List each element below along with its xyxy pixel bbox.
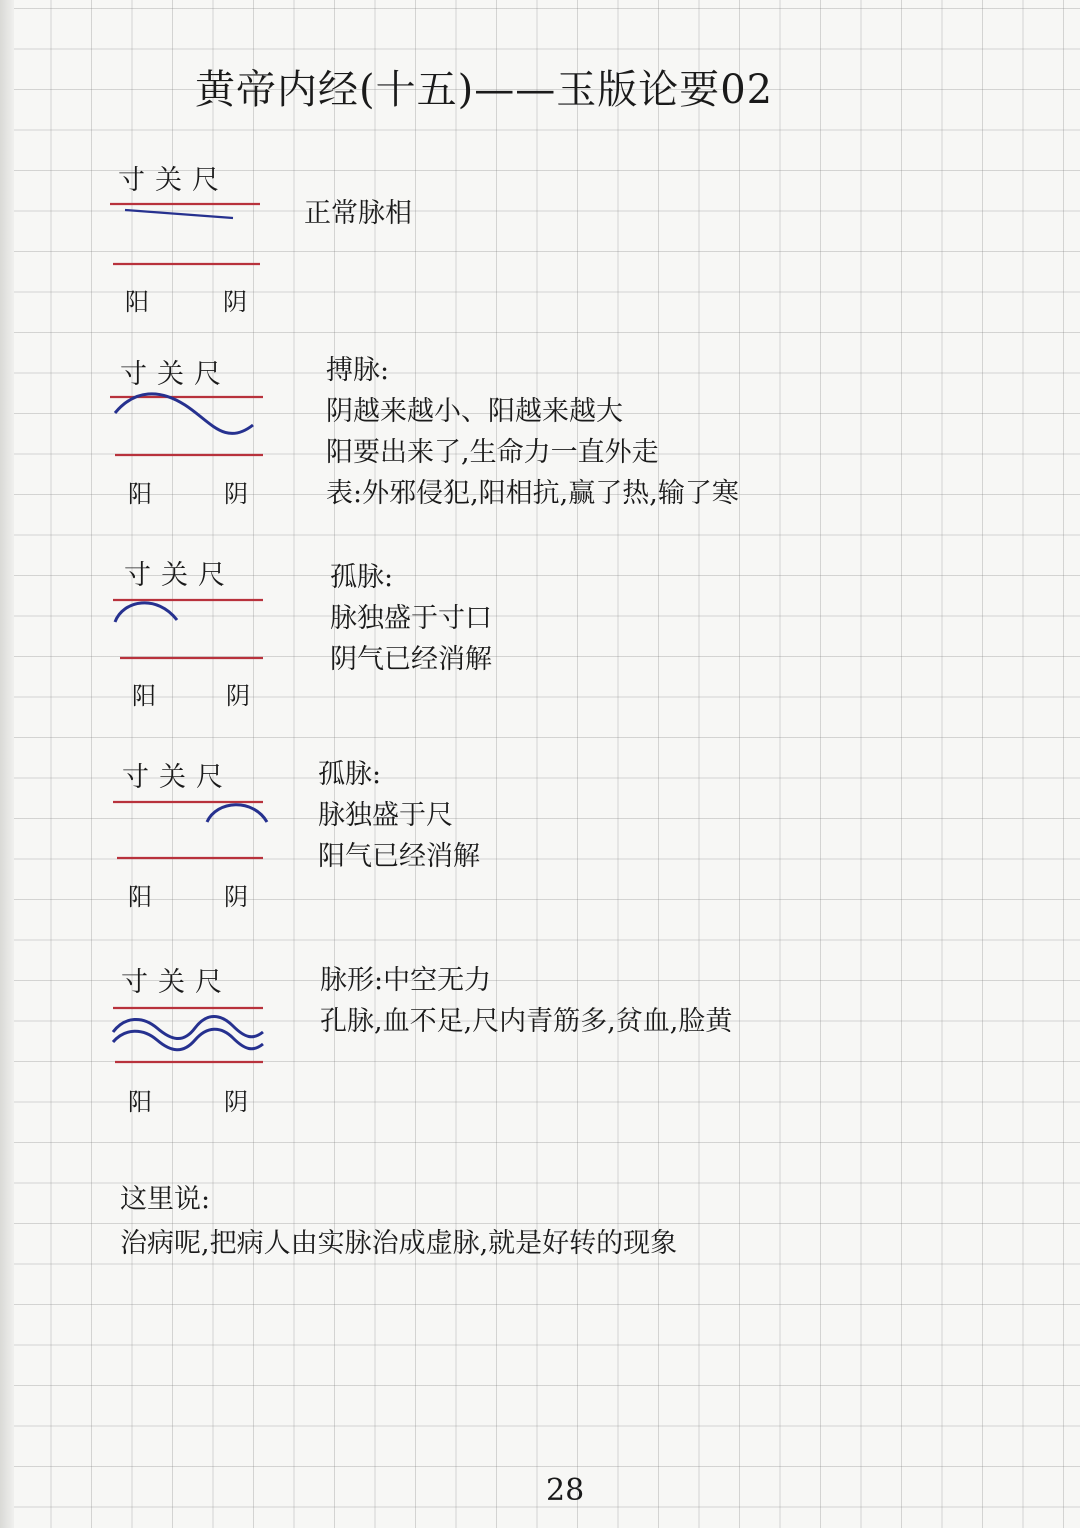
note-line: 阳要出来了,生命力一直外走: [326, 437, 659, 468]
section-notes: [304, 193, 412, 234]
bo-pulse-diagram: [105, 385, 270, 465]
section-notes: [326, 350, 739, 514]
note-line: 脉独盛于寸口: [330, 603, 492, 634]
note-line: 正常脉相: [304, 198, 412, 229]
yang-label: 阳: [128, 883, 152, 911]
pulse-arc: [115, 603, 177, 622]
section-notes: [330, 557, 492, 680]
pulse-wave-upper: [113, 1017, 263, 1039]
kong-pulse-diagram: [105, 998, 270, 1078]
yin-label: 阴: [224, 1088, 248, 1116]
yang-label: 阳: [128, 480, 152, 508]
yin-label: 阴: [226, 682, 250, 710]
yin-label: 阴: [224, 480, 248, 508]
note-line: 阴越来越小、阳越来越大: [326, 396, 623, 427]
normal-pulse-diagram: [105, 196, 270, 276]
gu-chi-pulse-diagram: [105, 792, 270, 872]
page-edge: [0, 0, 14, 1528]
note-line: 孤脉:: [330, 562, 394, 593]
summary-heading: 这里说:: [120, 1184, 211, 1215]
pulse-line: [125, 210, 233, 218]
note-line: 脉独盛于尺: [318, 800, 453, 831]
position-labels: 寸关尺: [124, 560, 235, 591]
yang-label: 阳: [128, 1088, 152, 1116]
position-labels: 寸关尺: [120, 359, 231, 390]
yin-label: 阴: [223, 288, 247, 316]
position-labels: 寸关尺: [122, 762, 233, 793]
note-line: 孤脉:: [318, 759, 382, 790]
yin-label: 阴: [224, 883, 248, 911]
note-line: 阴气已经消解: [330, 644, 492, 675]
note-line: 孔脉,血不足,尺内青筋多,贫血,脸黄: [320, 1006, 733, 1037]
section-notes: [320, 960, 732, 1042]
page-number: 28: [546, 1473, 585, 1508]
section-notes: [318, 754, 480, 877]
position-labels: 寸关尺: [121, 967, 232, 998]
note-line: 阳气已经消解: [318, 841, 480, 872]
summary: [120, 1178, 677, 1266]
yang-label: 阳: [125, 288, 149, 316]
note-line: 搏脉:: [326, 355, 390, 386]
note-line: 表:外邪侵犯,阳相抗,赢了热,输了寒: [326, 478, 739, 509]
position-labels: 寸关尺: [118, 165, 229, 196]
pulse-arc: [207, 805, 267, 822]
gu-cun-pulse-diagram: [105, 590, 270, 670]
summary-text: 治病呢,把病人由实脉治成虚脉,就是好转的现象: [120, 1228, 678, 1259]
yang-label: 阳: [132, 682, 156, 710]
page-title: 黄帝内经(十五)——玉版论要02: [195, 67, 774, 113]
note-line: 脉形:中空无力: [320, 965, 492, 996]
pulse-wave: [115, 394, 253, 434]
